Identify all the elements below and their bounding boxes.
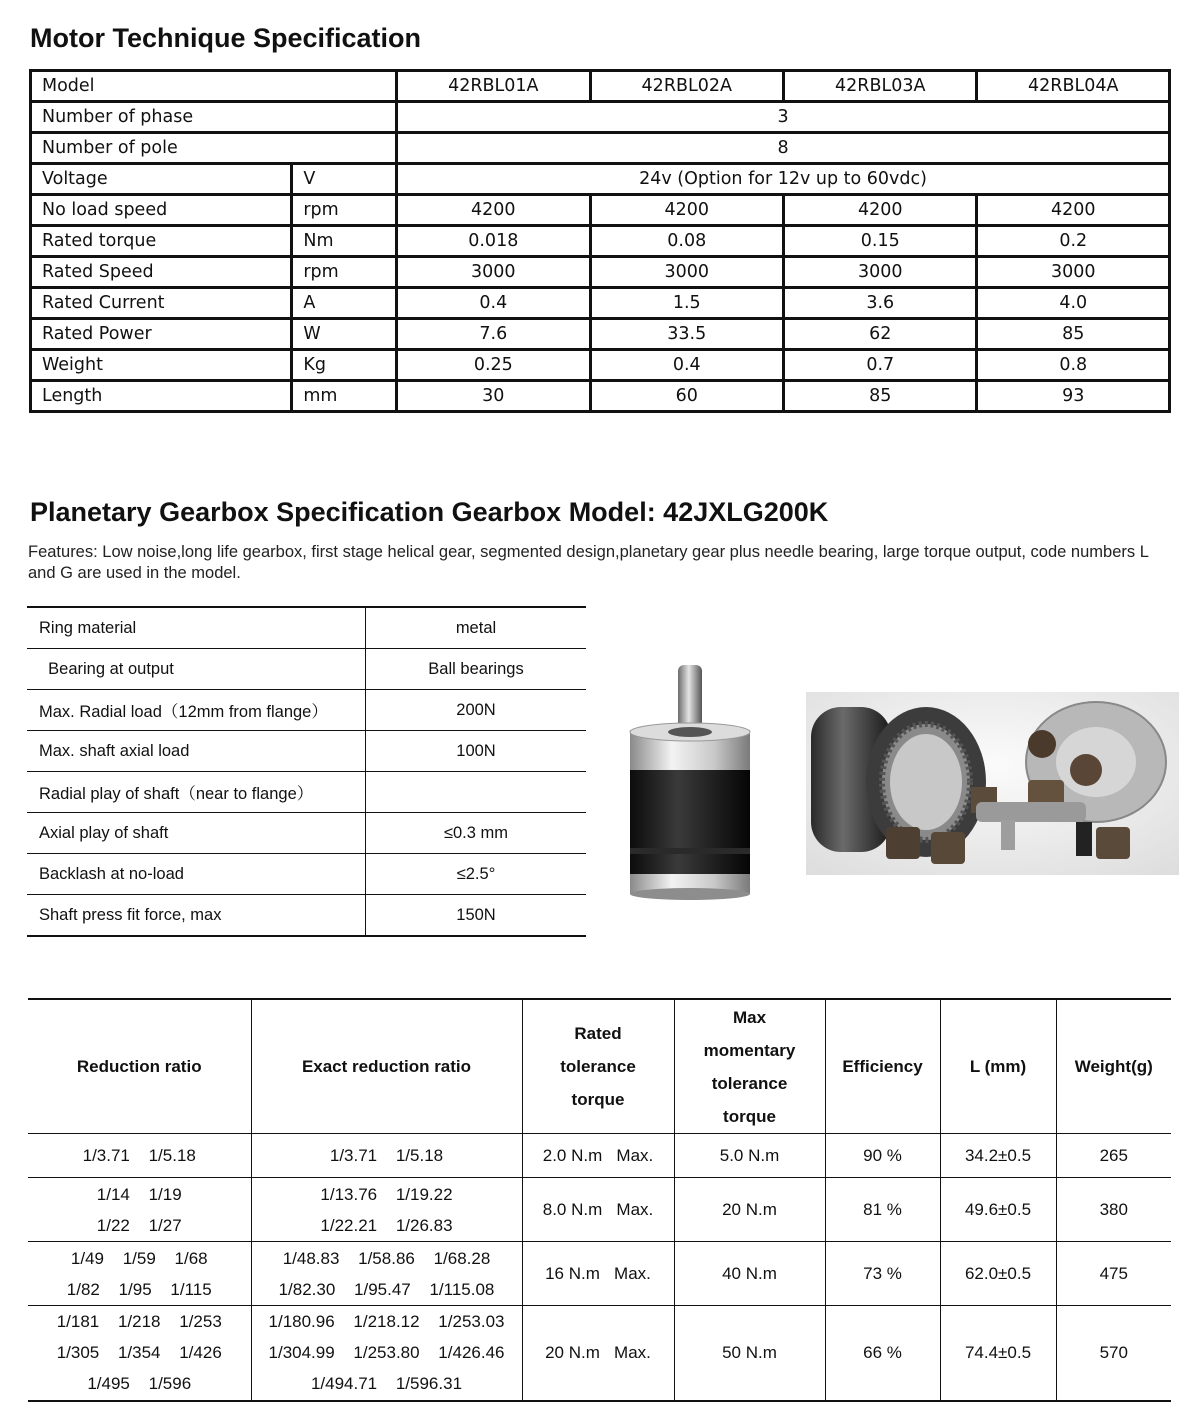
table-row	[27, 854, 586, 895]
table-row	[28, 1242, 1171, 1306]
spec-value: 0.15	[784, 226, 977, 257]
gear-spec-value: 200N	[366, 690, 587, 731]
spec-value: 60	[590, 381, 783, 412]
spec-value: 85	[784, 381, 977, 412]
spec-value: 4200	[784, 195, 977, 226]
spec-value: 3000	[977, 257, 1170, 288]
spec-label: No load speed	[31, 195, 292, 226]
spec-label: Length	[31, 381, 292, 412]
table-row	[31, 164, 1170, 195]
reduction-ratio-table	[28, 998, 1171, 1402]
gearbox-spec-title: Planetary Gearbox Specification Gearbox Model: 42JXLG200K	[30, 497, 829, 527]
spec-value: 3000	[590, 257, 783, 288]
header-line: tolerance	[560, 1057, 636, 1076]
ratio-line: 1/180.96 1/218.12 1/253.03	[268, 1312, 505, 1332]
ratio-line: 1/181 1/218 1/253	[56, 1312, 222, 1332]
ratio-line: 1/305 1/354 1/426	[56, 1343, 222, 1363]
spec-value: 62	[784, 319, 977, 350]
spec-value: 33.5	[590, 319, 783, 350]
reduction-cell	[28, 1306, 251, 1401]
exact-ratio-cell	[251, 1178, 522, 1242]
header-reduction-ratio: Reduction ratio	[28, 999, 251, 1134]
features-text: Features: Low noise,long life gearbox, first stage helical gear, segmented design,planetary gear plus needle bearing, large torque output, code numbers L and G are used in the model.	[28, 543, 1149, 582]
ratio-line: 1/14 1/19	[96, 1184, 182, 1204]
table-row	[28, 1306, 1171, 1401]
spec-value: 0.25	[397, 350, 590, 381]
table-row	[27, 813, 586, 854]
table-row	[31, 257, 1170, 288]
spec-value: 3000	[397, 257, 590, 288]
max-cell: 5.0 N.m	[674, 1134, 825, 1178]
spec-unit: A	[292, 288, 397, 319]
ratio-line: 1/82 1/95 1/115	[66, 1279, 212, 1299]
gear-spec-label: Backlash at no-load	[27, 854, 366, 895]
weight-cell: 570	[1056, 1306, 1171, 1401]
weight-cell: 380	[1056, 1178, 1171, 1242]
table-row	[27, 895, 586, 937]
table-row	[31, 350, 1170, 381]
table-row	[31, 133, 1170, 164]
reduction-cell	[28, 1134, 251, 1178]
gear-spec-label: Ring material	[27, 607, 366, 649]
header-max-torque	[674, 999, 825, 1134]
reduction-cell	[28, 1178, 251, 1242]
spec-value: 4200	[590, 195, 783, 226]
spec-unit: rpm	[292, 195, 397, 226]
spec-label: Rated Speed	[31, 257, 292, 288]
ratio-line: 1/3.71 1/5.18	[82, 1146, 196, 1165]
header-weight: Weight(g)	[1056, 999, 1171, 1134]
spec-value: 93	[977, 381, 1170, 412]
pole-value: 8	[397, 133, 1170, 164]
ratio-line: 1/3.71 1/5.18	[329, 1146, 444, 1165]
gear-spec-label: Axial play of shaft	[27, 813, 366, 854]
spec-label: Rated Current	[31, 288, 292, 319]
gear-spec-value: 150N	[366, 895, 587, 937]
table-row	[28, 1178, 1171, 1242]
exact-ratio-cell	[251, 1242, 522, 1306]
spec-unit: mm	[292, 381, 397, 412]
voltage-label: Voltage	[31, 164, 292, 195]
ratio-line: 1/48.83 1/58.86 1/68.28	[282, 1248, 491, 1268]
efficiency-cell: 66 %	[825, 1306, 940, 1401]
model-cell: 42RBL03A	[784, 71, 977, 102]
efficiency-cell: 81 %	[825, 1178, 940, 1242]
motor-spec-table	[29, 69, 1171, 413]
spec-label: Rated Power	[31, 319, 292, 350]
motor-spec-title: Motor Technique Specification	[30, 23, 422, 53]
spec-value: 4200	[977, 195, 1170, 226]
max-cell: 20 N.m	[674, 1178, 825, 1242]
spec-value: 7.6	[397, 319, 590, 350]
spec-value: 4200	[397, 195, 590, 226]
voltage-unit: V	[292, 164, 397, 195]
header-exact-ratio: Exact reduction ratio	[251, 999, 522, 1134]
ratio-line: 1/304.99 1/253.80 1/426.46	[268, 1343, 505, 1363]
gear-spec-value: metal	[366, 607, 587, 649]
gear-spec-label: Bearing at output	[27, 649, 366, 690]
exact-ratio-cell	[251, 1134, 522, 1178]
gear-spec-value: ≤0.3 mm	[366, 813, 587, 854]
weight-cell: 475	[1056, 1242, 1171, 1306]
table-row	[31, 71, 1170, 102]
spec-unit: Nm	[292, 226, 397, 257]
ratio-line: 1/49 1/59 1/68	[70, 1248, 208, 1268]
rated-cell: 8.0 N.m Max.	[522, 1178, 674, 1242]
header-line: Rated	[574, 1024, 622, 1043]
gearbox-spec-table	[27, 606, 586, 937]
header-length: L (mm)	[940, 999, 1056, 1134]
phase-value: 3	[397, 102, 1170, 133]
table-header-row	[28, 999, 1171, 1134]
table-row	[27, 731, 586, 772]
length-cell: 34.2±0.5	[940, 1134, 1056, 1178]
rated-cell: 16 N.m Max.	[522, 1242, 674, 1306]
efficiency-cell: 73 %	[825, 1242, 940, 1306]
ratio-line: 1/13.76 1/19.22	[320, 1184, 453, 1204]
table-row	[31, 319, 1170, 350]
phase-label: Number of phase	[31, 102, 397, 133]
table-row	[27, 607, 586, 649]
ratio-line: 1/22 1/27	[96, 1215, 182, 1235]
ratio-line: 1/22.21 1/26.83	[320, 1215, 453, 1235]
table-row	[28, 1134, 1171, 1178]
length-cell: 49.6±0.5	[940, 1178, 1056, 1242]
weight-cell: 265	[1056, 1134, 1171, 1178]
max-cell: 40 N.m	[674, 1242, 825, 1306]
table-row	[27, 690, 586, 731]
header-line: torque	[723, 1106, 776, 1126]
table-row	[31, 102, 1170, 133]
ratio-line: 1/495 1/596	[87, 1374, 192, 1394]
length-cell: 62.0±0.5	[940, 1242, 1056, 1306]
table-row	[31, 195, 1170, 226]
table-row	[31, 226, 1170, 257]
spec-unit: Kg	[292, 350, 397, 381]
rated-cell: 2.0 N.m Max.	[522, 1134, 674, 1178]
spec-value: 3000	[784, 257, 977, 288]
gear-spec-value: ≤2.5°	[366, 854, 587, 895]
rated-cell: 20 N.m Max.	[522, 1306, 674, 1401]
efficiency-cell: 90 %	[825, 1134, 940, 1178]
spec-value: 0.4	[590, 350, 783, 381]
planetary-gearbox-motor-photo	[600, 660, 790, 910]
spec-value: 4.0	[977, 288, 1170, 319]
model-cell: 42RBL04A	[977, 71, 1170, 102]
header-line: torque	[571, 1090, 625, 1109]
header-line: momentary	[703, 1040, 796, 1060]
gear-spec-label: Shaft press fit force, max	[27, 895, 366, 937]
gearbox-internal-gears-photo	[806, 692, 1179, 875]
exact-ratio-cell	[251, 1306, 522, 1401]
gear-spec-value: 100N	[366, 731, 587, 772]
spec-value: 0.8	[977, 350, 1170, 381]
table-row	[27, 772, 586, 813]
header-efficiency: Efficiency	[825, 999, 940, 1134]
gear-spec-label: Max. shaft axial load	[27, 731, 366, 772]
voltage-value: 24v (Option for 12v up to 60vdc)	[397, 164, 1170, 195]
length-cell: 74.4±0.5	[940, 1306, 1056, 1401]
header-line: Max	[732, 1007, 767, 1027]
spec-value: 0.4	[397, 288, 590, 319]
spec-value: 1.5	[590, 288, 783, 319]
header-rated-torque	[522, 999, 674, 1134]
max-cell: 50 N.m	[674, 1306, 825, 1401]
spec-value: 0.2	[977, 226, 1170, 257]
pole-label: Number of pole	[31, 133, 397, 164]
ratio-line: 1/82.30 1/95.47 1/115.08	[278, 1279, 495, 1299]
spec-value: 0.08	[590, 226, 783, 257]
spec-value: 30	[397, 381, 590, 412]
ratio-line: 1/494.71 1/596.31	[310, 1374, 463, 1394]
spec-value: 0.7	[784, 350, 977, 381]
gear-spec-label: Max. Radial load（12mm from flange）	[27, 690, 366, 731]
spec-unit: W	[292, 319, 397, 350]
table-row	[31, 381, 1170, 412]
spec-unit: rpm	[292, 257, 397, 288]
model-label: Model	[31, 71, 397, 102]
gear-spec-value	[366, 772, 587, 813]
spec-value: 85	[977, 319, 1170, 350]
spec-label: Rated torque	[31, 226, 292, 257]
gear-spec-label: Radial play of shaft（near to flange）	[27, 772, 366, 813]
header-line: tolerance	[711, 1073, 788, 1093]
model-cell: 42RBL02A	[590, 71, 783, 102]
spec-value: 0.018	[397, 226, 590, 257]
model-cell: 42RBL01A	[397, 71, 590, 102]
reduction-cell	[28, 1242, 251, 1306]
table-row	[27, 649, 586, 690]
gear-spec-value: Ball bearings	[366, 649, 587, 690]
spec-value: 3.6	[784, 288, 977, 319]
table-row	[31, 288, 1170, 319]
spec-label: Weight	[31, 350, 292, 381]
